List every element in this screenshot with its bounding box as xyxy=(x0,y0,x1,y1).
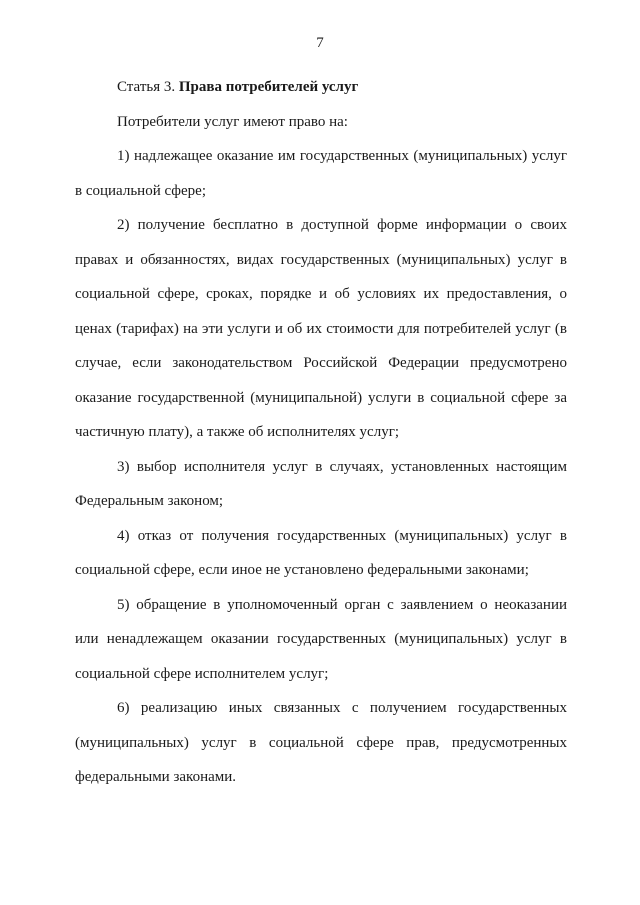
list-item-4: 4) отказ от получения государственных (муниципальных) услуг в социальной сфере, если иное не установлено федеральными законами; xyxy=(75,527,567,578)
list-item-5: 5) обращение в уполномоченный орган с заявлением о неоказании или ненадлежащем оказании государственных (муниципальных) услуг в социальной сфере исполнителем услуг; xyxy=(75,596,567,682)
list-item-6: 6) реализацию иных связанных с получением государственных (муниципальных) услуг в социальной сфере прав, предусмотренных федеральными законами. xyxy=(75,700,567,785)
document-body xyxy=(75,70,567,795)
list-item-2: 2) получение бесплатно в доступной форме информации о своих правах и обязанностях, видах государственных (муниципальных) услуг в социальной сфере, сроках, порядке и об условиях их предоставления, о ценах (тарифах) на эти услуги и об их стоимости для потребителей услуг (в случае, если законодательством Российской Федерации предусмотрено оказание государственной (муниципальной) услуги в социальной сфере за частичную плату), а также об исполнителях услуг; xyxy=(75,217,567,440)
page-number: 7 xyxy=(316,35,324,51)
list-item-3: 3) выбор исполнителя услуг в случаях, установленных настоящим Федеральным законом; xyxy=(75,458,567,509)
article-heading xyxy=(75,70,567,105)
list-item-1: 1) надлежащее оказание им государственных (муниципальных) услуг в социальной сфере; xyxy=(75,148,567,199)
article-prefix: Статья 3. xyxy=(117,79,179,95)
article-title: Права потребителей услуг xyxy=(178,79,359,95)
intro-paragraph: Потребители услуг имеют право на: xyxy=(117,113,348,130)
